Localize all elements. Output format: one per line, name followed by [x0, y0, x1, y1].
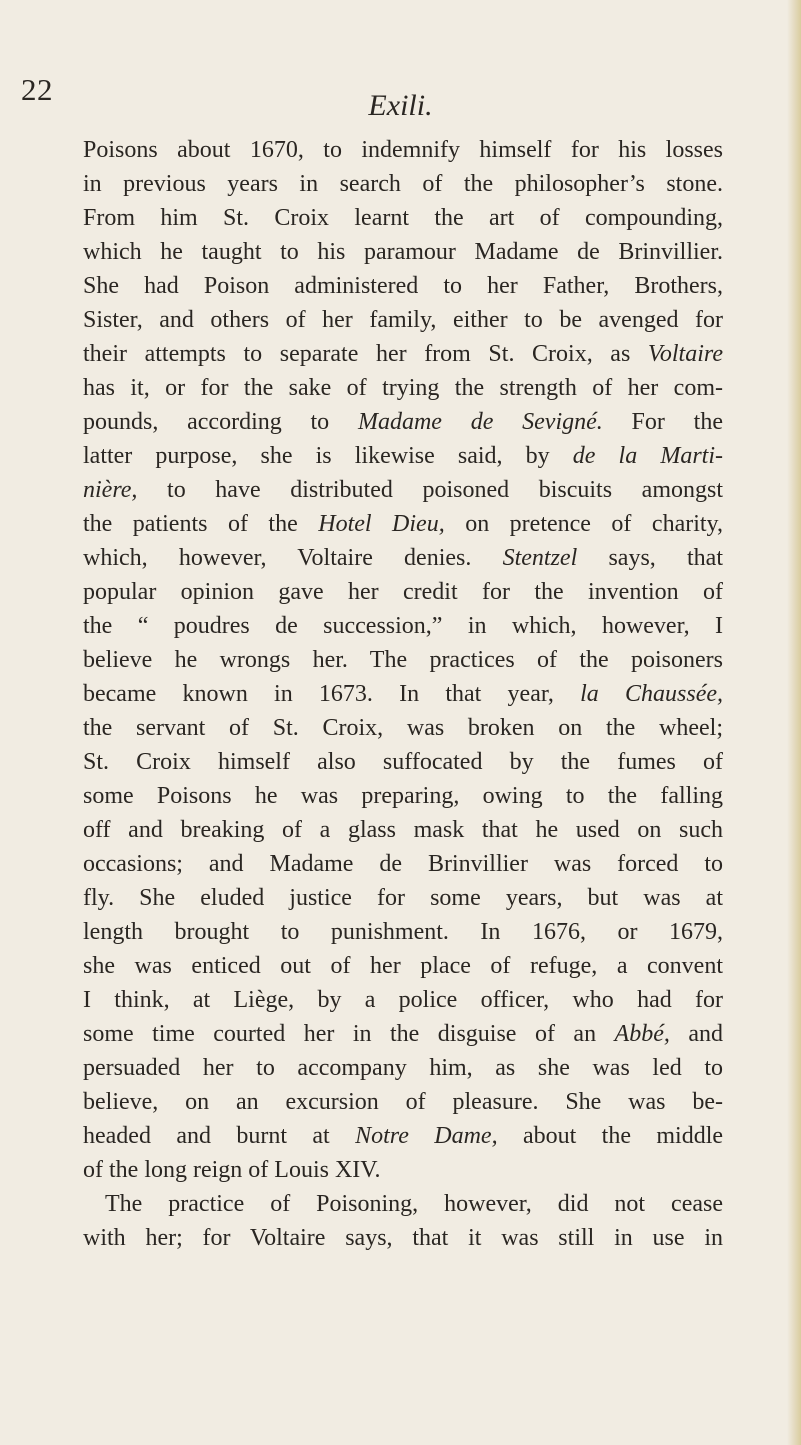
text-line: persuaded her to accompany him, as she was led to: [83, 1055, 723, 1081]
text-line: the “ poudres de succession,” in which, however, I: [83, 613, 723, 639]
italic-phrase: Abbé,: [614, 1021, 670, 1047]
text-line: which he taught to his paramour Madame de Brinvillier.: [83, 239, 723, 265]
italic-phrase: nière,: [83, 477, 138, 503]
text-line: The practice of Poisoning, however, did not cease: [105, 1191, 723, 1217]
text-line: has it, or for the sake of trying the strength of her com-: [83, 375, 723, 401]
text-line: latter purpose, she is likewise said, by de la Marti-: [83, 443, 723, 469]
text-line: Poisons about 1670, to indemnify himself for his losses: [83, 137, 723, 163]
running-head: Exili.: [368, 89, 433, 122]
text-line: some Poisons he was preparing, owing to the falling: [83, 783, 723, 809]
text-line: pounds, according to Madame de Sevigné. For the: [83, 409, 723, 435]
text-line: believe, on an excursion of pleasure. She was be-: [83, 1089, 723, 1115]
text-line: off and breaking of a glass mask that he used on such: [83, 817, 723, 843]
text-line: the patients of the Hotel Dieu, on pretence of charity,: [83, 511, 723, 537]
text-line: which, however, Voltaire denies. Stentzel says, that: [83, 545, 723, 571]
text-line: became known in 1673. In that year, la Chaussée,: [83, 681, 724, 707]
text-line: nière, to have distributed poisoned biscuits amongst: [83, 477, 723, 503]
text-line: St. Croix himself also suffocated by the fumes of: [83, 749, 723, 775]
italic-phrase: Notre Dame,: [355, 1123, 498, 1149]
text-line: occasions; and Madame de Brinvillier was forced to: [83, 851, 723, 877]
italic-phrase: la Chaussée,: [580, 681, 724, 707]
body-text: [83, 133, 723, 1255]
text-line: fly. She eluded justice for some years, but was at: [83, 885, 723, 911]
page-edge-shading: [787, 0, 801, 1445]
text-line: of the long reign of Louis XIV.: [83, 1157, 381, 1183]
italic-phrase: Madame de Sevigné.: [357, 409, 603, 435]
italic-phrase: de la Marti-: [572, 443, 723, 469]
text-line: I think, at Liège, by a police officer, who had for: [83, 987, 723, 1013]
text-line: the servant of St. Croix, was broken on the wheel;: [83, 715, 723, 741]
italic-phrase: Stentzel: [502, 545, 578, 571]
text-line: popular opinion gave her credit for the invention of: [83, 579, 723, 605]
text-line: their attempts to separate her from St. Croix, as Voltaire: [83, 341, 723, 367]
text-line: length brought to punishment. In 1676, or 1679,: [83, 919, 723, 945]
text-line: some time courted her in the disguise of an Abbé, and: [83, 1021, 723, 1047]
text-line: she was enticed out of her place of refuge, a convent: [83, 953, 723, 979]
text-line: She had Poison administered to her Father, Brothers,: [83, 273, 723, 299]
page-number: 22: [21, 72, 53, 107]
text-line: believe he wrongs her. The practices of the poisoners: [83, 647, 723, 673]
text-line: Sister, and others of her family, either to be avenged for: [83, 307, 723, 333]
italic-phrase: Hotel Dieu,: [318, 511, 445, 537]
text-line: headed and burnt at Notre Dame, about the middle: [83, 1123, 724, 1149]
text-line: From him St. Croix learnt the art of compounding,: [83, 205, 723, 231]
text-line: in previous years in search of the philosopher’s stone.: [83, 171, 723, 197]
italic-phrase: Voltaire: [647, 341, 723, 367]
text-line: with her; for Voltaire says, that it was still in use in: [83, 1225, 723, 1251]
